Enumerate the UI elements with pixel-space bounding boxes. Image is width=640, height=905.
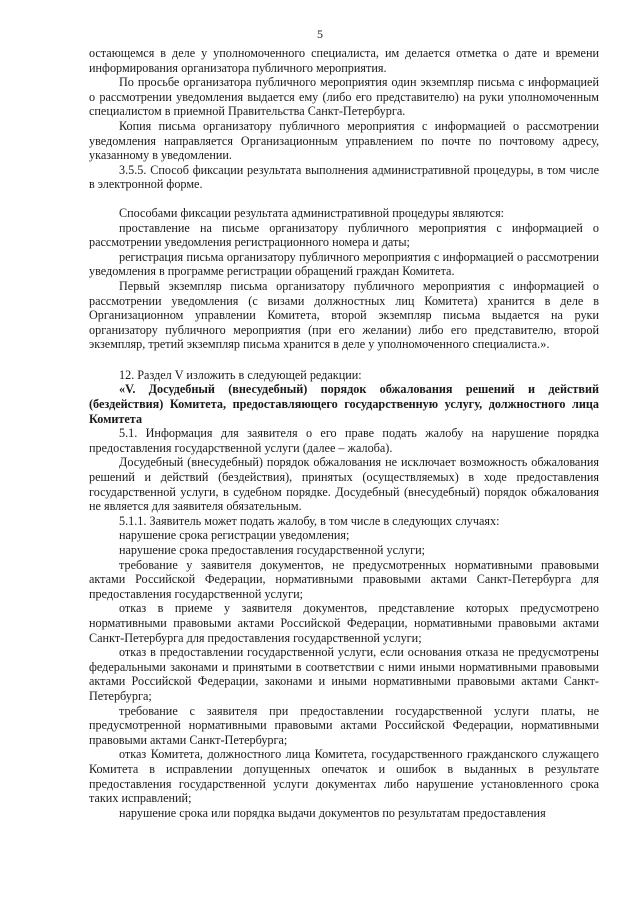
paragraph: Досудебный (внесудебный) порядок обжалования не исключает возможность обжалования решений и действий (бездействия), принятых (осуществляемых) в ходе предоставления государственной услуги, в судебном порядке. Досудебный (внесудебный) порядок обжалования не является для заявителя обязательным. (89, 455, 599, 514)
list-item: отказ в предоставлении государственной услуги, если основания отказа не предусмотрены федеральными законами и принятыми в соответствии с ними иными нормативными правовыми актами Российской Федерации, законами и иными нормативными правовыми актами Санкт-Петербурга; (89, 645, 599, 703)
list-item: отказ Комитета, должностного лица Комитета, государственного гражданского служащего Комитета в исправлении допущенных опечаток и ошибок в выданных в результате предоставления государственной услуги документах либо нарушение установленного срока таких исправлений; (89, 747, 599, 806)
paragraph: Копия письма организатору публичного мероприятия с информацией о рассмотрении уведомления направляется Организационным управлением по почте по почтовому адресу, указанному в уведомлении. (89, 118, 599, 163)
paragraph: 12. Раздел V изложить в следующей редакции: (119, 367, 362, 382)
paragraph: проставление на письме организатору публичного мероприятия с информацией о рассмотрении уведомления регистрационного номера и даты; (89, 220, 599, 250)
paragraph: По просьбе организатора публичного мероприятия один экземпляр письма с информацией о рассмотрении уведомления выдается ему (либо его представителю) на руки уполномоченным специалистом в приемной Правительства Санкт-Петербурга. (89, 75, 599, 119)
paragraph: 5.1. Информация для заявителя о его праве подать жалобу на нарушение порядка предоставления государственной услуги (далее – жалоба). (89, 426, 599, 455)
list-item: нарушение срока предоставления государственной услуги; (119, 543, 426, 557)
paragraph: остающемся в деле у уполномоченного специалиста, им делается отметка о дате и времени информирования организатора публичного мероприятия. (89, 46, 599, 75)
paragraph: Первый экземпляр письма организатору публичного мероприятия с информацией о рассмотрении уведомления (с визами должностных лиц Комитета) хранится в деле в Организационном управлении Комитета, второй экземпляр письма выдается на руки организатору публичного мероприятия (при его желании) либо его представителю, второй экземпляр, третий экземпляр письма хранится в деле у уполномоченного специалиста.». (89, 278, 599, 352)
section-heading: «V. Досудебный (внесудебный) порядок обжалования решений и действий (бездействия) Комитета, предоставляющего государственную услугу, должностного лица Комитета (89, 382, 599, 426)
paragraph: 5.1.1. Заявитель может подать жалобу, в том числе в следующих случаях: (119, 513, 500, 528)
paragraph: Способами фиксации результата административной процедуры являются: (119, 205, 505, 220)
paragraph: 3.5.5. Способ фиксации результата выполнения административной процедуры, в том числе в электронной форме. (89, 162, 599, 192)
list-item: отказ в приеме у заявителя документов, представление которых предусмотрено нормативными правовыми актами Российской Федерации, нормативными правовыми актами Санкт-Петербурга для предоставления государственной услуги; (89, 601, 599, 645)
list-item: нарушение срока или порядка выдачи документов по результатам предоставления (119, 805, 546, 820)
paragraph: регистрация письма организатору публичного мероприятия с информацией о рассмотрении уведомления в программе регистрации обращений граждан Комитета. (89, 249, 599, 279)
document-body (89, 46, 599, 820)
list-item: требование с заявителя при предоставлении государственной услуги платы, не предусмотренной нормативными правовыми актами Российской Федерации, нормативными правовыми актами Санкт-Петербурга; (89, 703, 599, 747)
list-item: требование у заявителя документов, не предусмотренных нормативными правовыми актами Российской Федерации, нормативными правовыми актами Санкт-Петербурга для предоставления государственной услуги; (89, 557, 599, 601)
list-item: нарушение срока регистрации уведомления; (119, 528, 350, 543)
page-number: 5 (317, 27, 323, 41)
